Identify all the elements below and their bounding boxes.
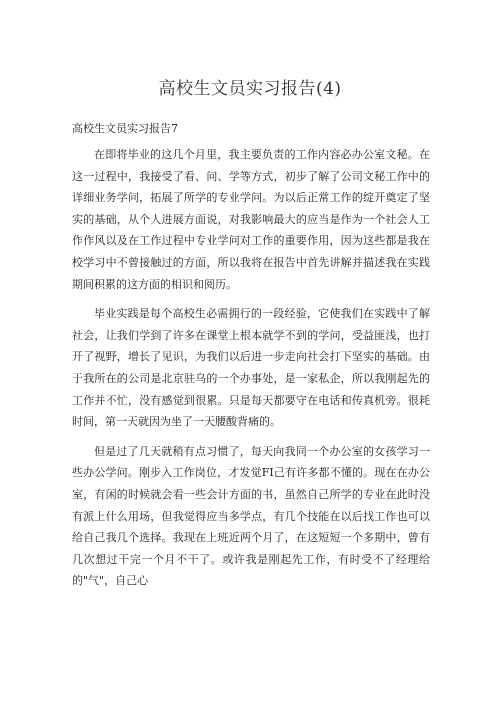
body-paragraph: 但是过了几天就稍有点习惯了，每天向我同一个办公室的女孩学习一些办公学问。刚步入工作岗位，才发觉FI己有许多都不懂的。现在在办公室，有闲的时候就会看一些会计方面的书，虽然自己所学的专业在此时没有派上什么用场，但我觉得应当多学点，有几个技能在以后找工作也可以给自己我几个选择。我现在上班近两个月了，在这短短一个多期中，曾有几次想过干完一个月不干了。或许我是刚起先工作，有时受不了经理给的"气"，自己心 (72, 444, 430, 588)
document-subheading: 高校生文员实习报告7 (72, 122, 178, 135)
document-title: 高校生文员实习报告(4) (158, 79, 342, 99)
document-body (72, 144, 430, 600)
body-paragraph: 在即将毕业的这几个月里，我主要负责的工作内容必办公室文秘。在这一过程中，我接受了看、问、学等方式，初步了解了公司文秘工作中的详细业务学问，拓展了所学的专业学问。为以后正常工作的绽开奠定了坚实的基础，从个人进展方面说，对我影响最大的应当是作为一个社会人工作作风以及在工作过程中专业学问对工作的重要作用，因为这些都是我在校学习中不曾接触过的方面，所以我将在报告中首先讲解并描述我在实践期间积累的这方面的相识和阅历。 (72, 148, 430, 291)
body-paragraph: 毕业实践是每个高校生必需拥行的一段经验，它使我们在实践中了解社会，让我们学到了许多在课堂上根本就学不到的学问，受益匪浅，也打开了视野，增长了见识，为我们以后进一步走向社会打下坚实的基础。由于我所在的公司是北京驻乌的一个办事处，是一家私企，所以我刚起先的工作并不忙，没有感觉到很累。只是每天都要守在电话和传真机旁。很耗时间，第一天就因为坐了一天腰酸背痛的。 (72, 307, 430, 429)
